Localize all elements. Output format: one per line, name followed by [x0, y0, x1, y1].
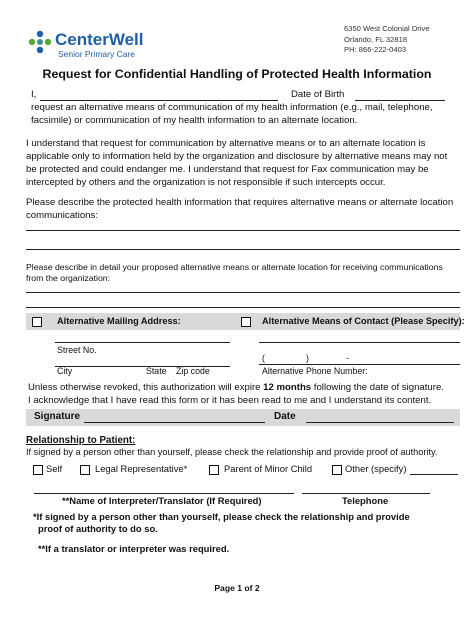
- name-line[interactable]: [40, 100, 278, 101]
- zip-label: Zip code: [176, 366, 210, 376]
- address-block: [344, 24, 430, 56]
- expire-text-after: following the date of signature.: [311, 382, 444, 393]
- phone-dash: -: [346, 353, 349, 363]
- relationship-note: If signed by a person other than yourself, please check the relationship and provide proof of authority.: [26, 447, 438, 457]
- mailing-address-checkbox[interactable]: [32, 317, 42, 327]
- contact-means-label: Alternative Means of Contact (Please Specify):: [262, 316, 465, 326]
- relationship-self-checkbox[interactable]: [33, 465, 43, 475]
- signature-line[interactable]: [84, 422, 265, 423]
- describe-detail-line-1: Please describe in detail your proposed alternative means or alternate location for receiving communications: [26, 262, 443, 272]
- signature-label: Signature: [34, 411, 81, 422]
- intro-line-2: request an alternative means of communication of my health information (e.g., mail, telephone,: [31, 102, 433, 113]
- page-title: Request for Confidential Handling of Protected Health Information: [42, 67, 432, 81]
- relationship-other-label: Other (specify): [345, 463, 407, 474]
- footnote-1-line-2: proof of authority to do so.: [38, 523, 158, 534]
- understand-line-2: applicable only to information held by the organization and disclosure by alternative means may not: [26, 151, 448, 162]
- dob-label: Date of Birth: [291, 89, 345, 100]
- intro-line-3: facsimile) or communication of my health information to an alternate location.: [31, 115, 358, 126]
- relationship-other-checkbox[interactable]: [332, 465, 342, 475]
- relationship-other-line[interactable]: [410, 474, 458, 475]
- describe-detail-line-2: from the organization:: [26, 273, 111, 284]
- dob-line[interactable]: [355, 100, 445, 101]
- expire-months: 12 months: [263, 382, 312, 393]
- address-line1: 6350 West Colonial Drive: [344, 24, 430, 33]
- relationship-legal-checkbox[interactable]: [80, 465, 90, 475]
- logo-name: CenterWell: [55, 30, 144, 49]
- relationship-heading: Relationship to Patient:: [26, 435, 136, 446]
- logo: [28, 28, 158, 68]
- phi-answer-line-2[interactable]: [26, 249, 460, 250]
- interpreter-name-line[interactable]: [34, 493, 294, 494]
- signature-bar: [26, 409, 460, 426]
- address-phone: PH: 866-222-0403: [344, 45, 407, 55]
- relationship-legal-label: Legal Representative*: [95, 463, 188, 474]
- footnote-2: **If a translator or interpreter was required.: [38, 543, 230, 554]
- relationship-parent-label: Parent of Minor Child: [224, 463, 313, 474]
- describe-phi-line-2: communications:: [26, 210, 98, 221]
- expire-text: [28, 382, 444, 394]
- address-line2: Orlando, FL 32818: [344, 34, 408, 44]
- expire-text-before: Unless otherwise revoked, this authorization will expire: [28, 382, 264, 393]
- interpreter-name-label: **Name of Interpreter/Translator (If Required): [62, 495, 262, 506]
- state-label: State: [146, 366, 167, 376]
- relationship-parent-checkbox[interactable]: [209, 465, 219, 475]
- logo-mark-icon: [28, 30, 52, 54]
- describe-detail-block: [26, 262, 443, 285]
- mailing-line-1[interactable]: [55, 342, 230, 343]
- interpreter-phone-line[interactable]: [302, 493, 430, 494]
- i-label: I,: [31, 89, 37, 100]
- phone-paren-close: ): [306, 353, 309, 363]
- understand-line-3: be protected and could endanger me. I understand that request for Fax communication may be: [26, 164, 429, 175]
- acknowledge-text: I acknowledge that I have read this form or it has been read to me and I understand its content.: [28, 395, 432, 406]
- city-label: City: [57, 366, 73, 376]
- understand-line-1: I understand that request for communication by alternative means or to an alternate location is: [26, 138, 426, 149]
- footnote-1-line-1: *If signed by a person other than yourself, please check the relationship and provide: [33, 511, 410, 522]
- street-label: Street No.: [57, 345, 97, 355]
- detail-answer-line-2[interactable]: [26, 307, 460, 308]
- describe-phi-line-1: Please describe the protected health information that requires alternative means or alternate location: [26, 197, 454, 208]
- contact-means-checkbox[interactable]: [241, 317, 251, 327]
- page-number: Page 1 of 2: [214, 583, 260, 593]
- phone-number-label: Alternative Phone Number:: [262, 366, 368, 376]
- logo-tagline: Senior Primary Care: [58, 49, 135, 59]
- signature-date-line[interactable]: [306, 422, 454, 423]
- understand-line-4: intercepted by others and the organization is not responsible if such intercepts occur.: [26, 177, 386, 188]
- phi-answer-line-1[interactable]: [26, 230, 460, 231]
- detail-answer-line-1[interactable]: [26, 292, 460, 293]
- signature-date-label: Date: [274, 411, 296, 422]
- relationship-self-label: Self: [46, 463, 63, 474]
- interpreter-phone-label: Telephone: [342, 495, 389, 506]
- mailing-address-label: Alternative Mailing Address:: [57, 316, 181, 326]
- phone-paren-open: (: [262, 353, 265, 363]
- contact-line-1[interactable]: [259, 342, 460, 343]
